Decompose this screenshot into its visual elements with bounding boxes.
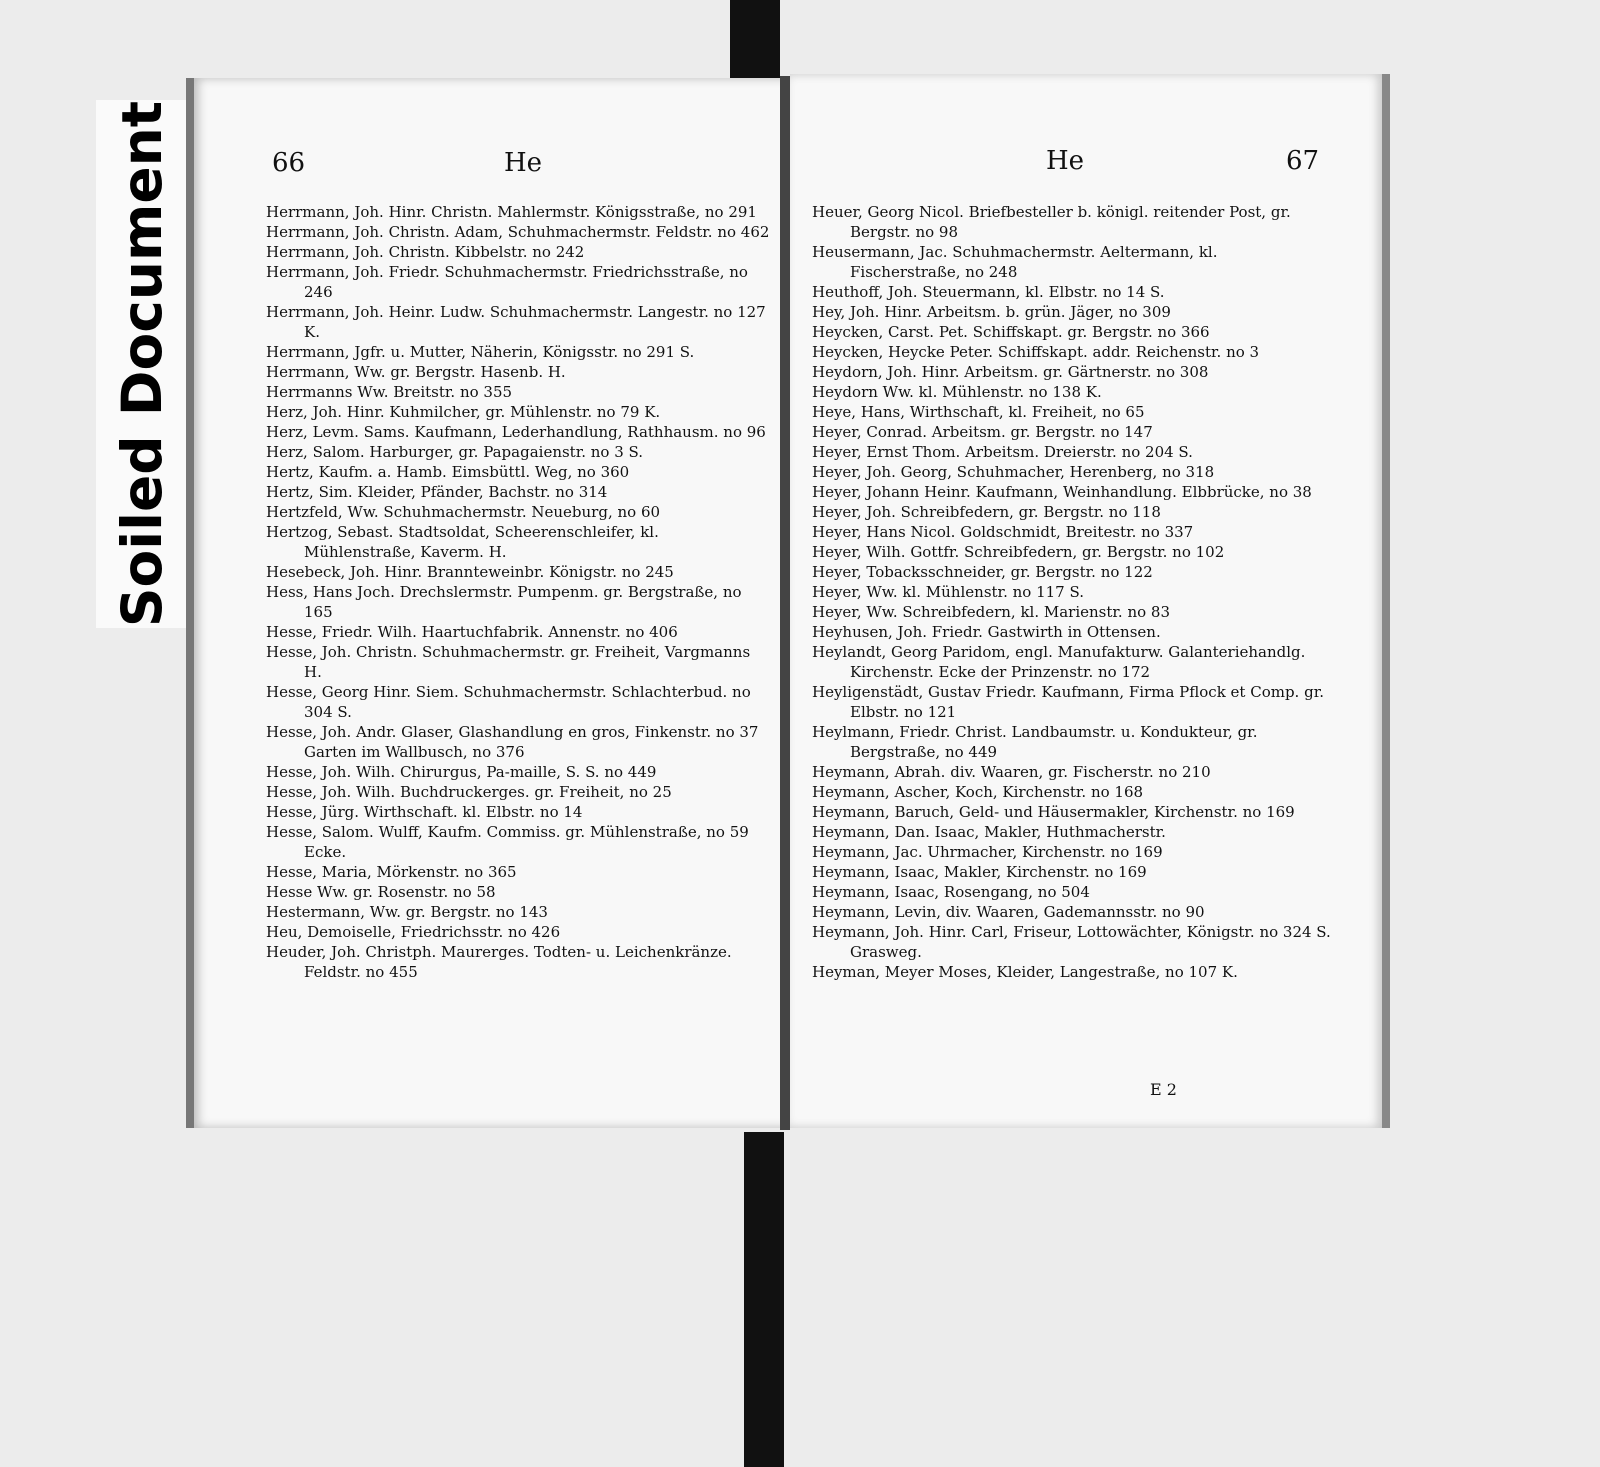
- directory-entry: Heymann, Baruch, Geld- und Häusermakler, Kirchenstr. no 169: [812, 803, 1295, 821]
- directory-entry: Hertz, Sim. Kleider, Pfänder, Bachstr. no 314: [266, 483, 608, 501]
- directory-entry: Hesse, Joh. Wilh. Chirurgus, Pa-maille, S. S. no 449: [266, 763, 657, 781]
- directory-entry: Herrmann, Joh. Hinr. Christn. Mahlermstr. Königsstraße, no 291: [266, 203, 757, 221]
- right-page: [790, 74, 1390, 1128]
- directory-entry: Heyman, Meyer Moses, Kleider, Langestraße, no 107 K.: [812, 963, 1238, 981]
- directory-entry: Heymann, Ascher, Koch, Kirchenstr. no 168: [812, 783, 1144, 801]
- directory-entry: Herz, Salom. Harburger, gr. Papagaienstr. no 3 S.: [266, 443, 644, 461]
- left-page-header: [194, 148, 792, 182]
- book-gutter: [780, 76, 790, 1130]
- directory-entry: Heydorn Ww. kl. Mühlenstr. no 138 K.: [812, 383, 1102, 401]
- left-page: [186, 78, 792, 1128]
- directory-entry: Heyer, Ww. Schreibfedern, kl. Marienstr. no 83: [812, 603, 1171, 621]
- directory-entry: Hesse Ww. gr. Rosenstr. no 58: [266, 883, 496, 901]
- right-page-title: He: [1046, 146, 1085, 176]
- directory-entry: Hesse, Joh. Wilh. Buchdruckerges. gr. Freiheit, no 25: [266, 783, 672, 801]
- directory-entry: Heyer, Tobacksschneider, gr. Bergstr. no 122: [812, 563, 1153, 581]
- directory-entry: Heymann, Jac. Uhrmacher, Kirchenstr. no 169: [812, 843, 1163, 861]
- directory-entry: Heuthoff, Joh. Steuermann, kl. Elbstr. no 14 S.: [812, 283, 1165, 301]
- directory-entry: Hesse, Joh. Christn. Schuhmachermstr. gr. Freiheit, Vargmanns H.: [266, 643, 751, 681]
- directory-entry: Heuder, Joh. Christph. Maurerges. Todten- u. Leichenkränze. Feldstr. no 455: [266, 943, 732, 981]
- directory-entry: Heusermann, Jac. Schuhmachermstr. Aeltermann, kl. Fischerstraße, no 248: [812, 243, 1218, 281]
- directory-entry: Hess, Hans Joch. Drechslermstr. Pumpenm. gr. Bergstraße, no 165: [266, 583, 742, 621]
- directory-entry: Herz, Joh. Hinr. Kuhmilcher, gr. Mühlenstr. no 79 K.: [266, 403, 661, 421]
- right-page-number: 67: [1286, 146, 1320, 176]
- right-page-header: [790, 144, 1382, 178]
- directory-entry: Heyer, Conrad. Arbeitsm. gr. Bergstr. no 147: [812, 423, 1153, 441]
- directory-entry: Heymann, Joh. Hinr. Carl, Friseur, Lottowächter, Königstr. no 324 S. Grasweg.: [812, 923, 1331, 961]
- directory-entry: Heydorn, Joh. Hinr. Arbeitsm. gr. Gärtnerstr. no 308: [812, 363, 1209, 381]
- directory-entry: Hertzog, Sebast. Stadtsoldat, Scheerenschleifer, kl. Mühlenstraße, Kaverm. H.: [266, 523, 659, 561]
- directory-entry: Heuer, Georg Nicol. Briefbesteller b. königl. reitender Post, gr. Bergstr. no 98: [812, 203, 1291, 241]
- directory-entry: Hesse, Georg Hinr. Siem. Schuhmachermstr. Schlachterbud. no 304 S.: [266, 683, 751, 721]
- directory-entry: Herz, Levm. Sams. Kaufmann, Lederhandlung, Rathhausm. no 96: [266, 423, 766, 441]
- directory-entry: Heyer, Joh. Schreibfedern, gr. Bergstr. no 118: [812, 503, 1161, 521]
- left-page-title: He: [504, 148, 543, 178]
- directory-entry: Hesse, Jürg. Wirthschaft. kl. Elbstr. no 14: [266, 803, 583, 821]
- directory-entry: Hertz, Kaufm. a. Hamb. Eimsbüttl. Weg, no 360: [266, 463, 630, 481]
- directory-entry: Heymann, Isaac, Rosengang, no 504: [812, 883, 1090, 901]
- directory-entry: Hesse, Maria, Mörkenstr. no 365: [266, 863, 517, 881]
- directory-entry: Herrmann, Ww. gr. Bergstr. Hasenb. H.: [266, 363, 566, 381]
- directory-entry: Heyer, Ww. kl. Mühlenstr. no 117 S.: [812, 583, 1084, 601]
- directory-entry: Heycken, Heycke Peter. Schiffskapt. addr. Reichenstr. no 3: [812, 343, 1260, 361]
- directory-entry: Heycken, Carst. Pet. Schiffskapt. gr. Bergstr. no 366: [812, 323, 1210, 341]
- directory-entry: Heylmann, Friedr. Christ. Landbaumstr. u. Kondukteur, gr. Bergstraße, no 449: [812, 723, 1258, 761]
- directory-entry: Hertzfeld, Ww. Schuhmachermstr. Neueburg, no 60: [266, 503, 661, 521]
- directory-entry: Heymann, Abrah. div. Waaren, gr. Fischerstr. no 210: [812, 763, 1211, 781]
- soiled-document-label: Soiled Document: [110, 100, 174, 628]
- left-page-number: 66: [272, 148, 306, 178]
- directory-entry: Heymann, Isaac, Makler, Kirchenstr. no 169: [812, 863, 1147, 881]
- directory-entry: Heyer, Hans Nicol. Goldschmidt, Breitestr. no 337: [812, 523, 1194, 541]
- directory-entry: Herrmann, Joh. Christn. Adam, Schuhmachermstr. Feldstr. no 462: [266, 223, 770, 241]
- directory-entry: Heymann, Levin, div. Waaren, Gademannsstr. no 90: [812, 903, 1205, 921]
- directory-entry: Herrmann, Joh. Christn. Kibbelstr. no 242: [266, 243, 585, 261]
- directory-entry: Hesse, Joh. Andr. Glaser, Glashandlung en gros, Finkenstr. no 37 Garten im Wallbusch, no 376: [266, 723, 759, 761]
- directory-entry: Heyligenstädt, Gustav Friedr. Kaufmann, Firma Pflock et Comp. gr. Elbstr. no 121: [812, 683, 1324, 721]
- right-entry-list: [812, 202, 1332, 982]
- signature-mark: E 2: [1150, 1080, 1177, 1099]
- directory-entry: Hesse, Salom. Wulff, Kaufm. Commiss. gr. Mühlenstraße, no 59 Ecke.: [266, 823, 749, 861]
- directory-entry: Heyer, Ernst Thom. Arbeitsm. Dreierstr. no 204 S.: [812, 443, 1193, 461]
- directory-entry: Hestermann, Ww. gr. Bergstr. no 143: [266, 903, 548, 921]
- film-strip-bottom: [744, 1132, 784, 1467]
- directory-entry: Heu, Demoiselle, Friedrichsstr. no 426: [266, 923, 561, 941]
- directory-entry: Herrmanns Ww. Breitstr. no 355: [266, 383, 513, 401]
- directory-entry: Hesse, Friedr. Wilh. Haartuchfabrik. Annenstr. no 406: [266, 623, 678, 641]
- directory-entry: Herrmann, Jgfr. u. Mutter, Näherin, Königsstr. no 291 S.: [266, 343, 695, 361]
- film-strip-top: [730, 0, 780, 82]
- directory-entry: Hey, Joh. Hinr. Arbeitsm. b. grün. Jäger, no 309: [812, 303, 1171, 321]
- directory-entry: Heyer, Johann Heinr. Kaufmann, Weinhandlung. Elbbrücke, no 38: [812, 483, 1312, 501]
- directory-entry: Heymann, Dan. Isaac, Makler, Huthmacherstr.: [812, 823, 1166, 841]
- directory-entry: Herrmann, Joh. Friedr. Schuhmachermstr. Friedrichsstraße, no 246: [266, 263, 748, 301]
- directory-entry: Heyer, Wilh. Gottfr. Schreibfedern, gr. Bergstr. no 102: [812, 543, 1225, 561]
- left-entry-list: [266, 202, 772, 982]
- directory-entry: Heyer, Joh. Georg, Schuhmacher, Herenberg, no 318: [812, 463, 1215, 481]
- directory-entry: Herrmann, Joh. Heinr. Ludw. Schuhmachermstr. Langestr. no 127 K.: [266, 303, 766, 341]
- directory-entry: Heye, Hans, Wirthschaft, kl. Freiheit, no 65: [812, 403, 1145, 421]
- directory-entry: Hesebeck, Joh. Hinr. Brannteweinbr. Königstr. no 245: [266, 563, 674, 581]
- directory-entry: Heylandt, Georg Paridom, engl. Manufakturw. Galanteriehandlg. Kirchenstr. Ecke der Prinzenstr. no 172: [812, 643, 1306, 681]
- directory-entry: Heyhusen, Joh. Friedr. Gastwirth in Ottensen.: [812, 623, 1161, 641]
